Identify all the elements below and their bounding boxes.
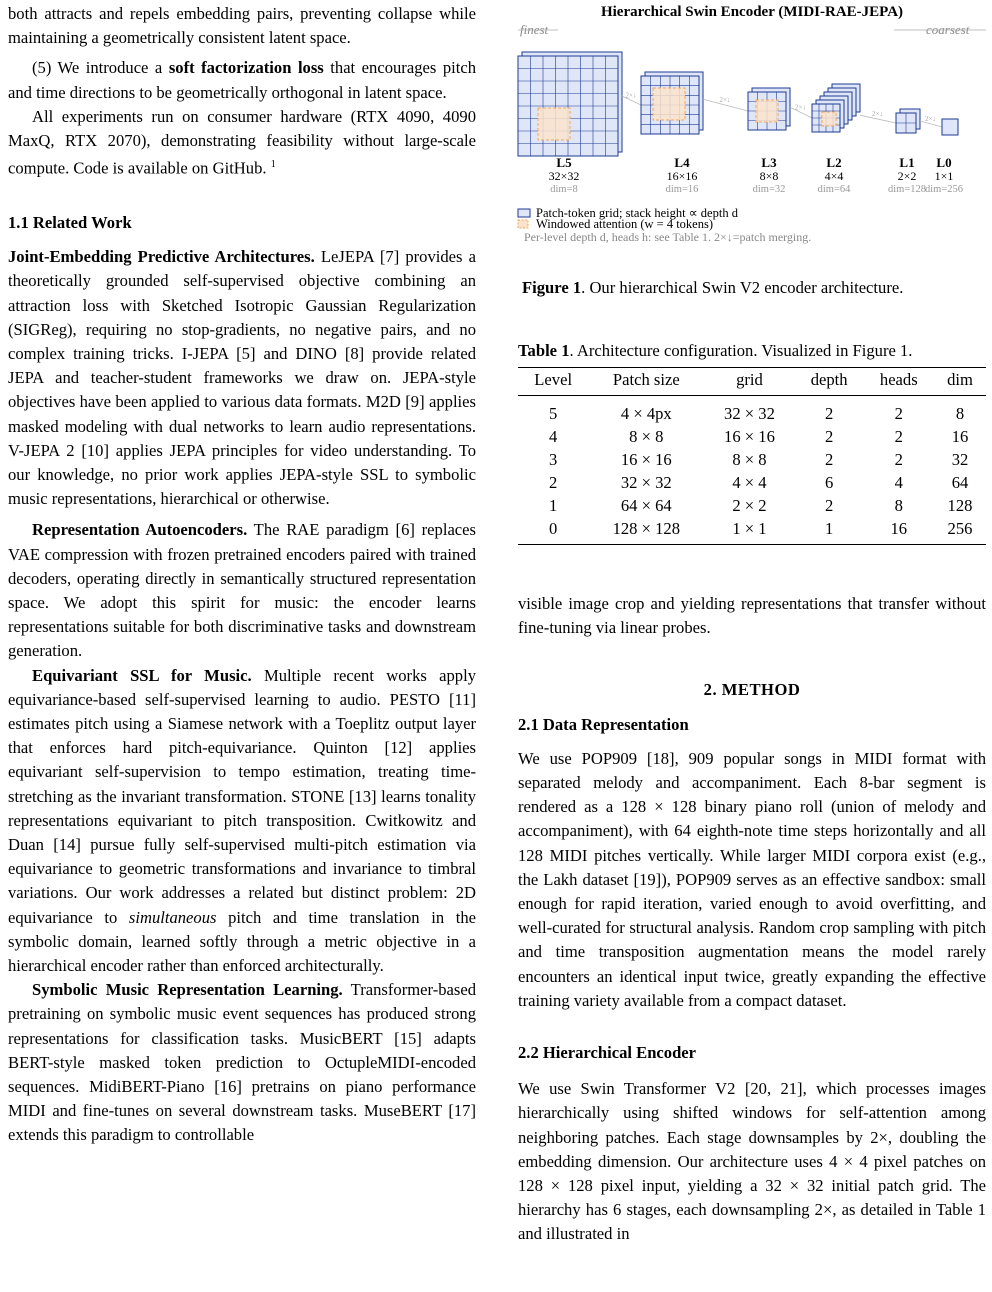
table-cell: 3 (549, 450, 558, 470)
equivariant-run-in: Equivariant SSL for Music. (32, 665, 252, 685)
table-cell: 128 (947, 496, 973, 516)
table-row (518, 425, 986, 448)
merge-label: 2×↓ (925, 115, 936, 123)
table-row (518, 471, 986, 494)
table-cell: 2 (894, 450, 903, 470)
level-stack-l3 (748, 88, 790, 130)
table-cell: 1 (549, 496, 558, 516)
legend-window-text: Windowed attention (w = 4 tokens) (536, 217, 713, 231)
table-cell: 8 (955, 404, 965, 424)
rae-paragraph: Representation Autoencoders. The RAE paradigm [6] replaces VAE compression with frozen pretrained encoders paired with trained decoders, operating directly in semantically structured representation space. We adopt this spirit for music: the encoder learns representations suitable for both discriminative tasks and downstream generation. (8, 520, 476, 661)
table-block (518, 339, 988, 545)
level-dim: dim=8 (550, 184, 578, 195)
level-stack-l0 (942, 119, 958, 135)
table-cell: 32 × 32 (620, 473, 672, 493)
table-cell: 64 (951, 473, 969, 493)
table-header: Patch size (588, 368, 704, 396)
level-name: L5 (556, 155, 572, 170)
level-dim: dim=16 (665, 184, 699, 195)
table-cell: 2 (549, 473, 558, 493)
table-header-row (518, 368, 986, 396)
legend-grid-text: Patch-token grid; stack height ∝ depth d (536, 206, 738, 220)
table-cell: 32 (951, 450, 969, 470)
merge-label: 2×↓ (795, 103, 806, 112)
jepa-paragraph: Joint-Embedding Predictive Architectures. LeJEPA [7] provides a theoretically grounded self-supervised objective combining an attraction loss with Sketched Isotropic Gaussian Regularization (SIGReg), requiring no stop-gradients, no negative pairs, and no complex training tricks. I-JEPA [5] and DINO [8] provide related JEPA and teacher-student frameworks we draw on. JEPA-style objectives have been applied to various data formats. M2D [9] applies masked modeling with dual networks to learn audio representations. V-JEPA 2 [10] applies JEPA principles for video understanding. To our knowledge, no prior work applies JEPA-style SSL to symbolic music representations, hierarchical or otherwise. (8, 247, 476, 509)
encoder-diagram (514, 0, 990, 250)
table-cell: 8 × 8 (732, 450, 767, 470)
intro-paragraph-1: both attracts and repels embedding pairs, preventing collapse while maintaining a geometrically consistent latent space. (8, 4, 476, 48)
data-representation-heading: 2.1 Data Representation (518, 714, 689, 734)
data-representation-paragraph: We use POP909 [18], 909 popular songs in MIDI format with separated melody and accompaniment. Each 8-bar segment is rendered as a 128 × 128 binary piano roll (union of melody and accompaniment), with 64 eighth-note time steps horizontally and all 128 MIDI pitches vertically. While larger MIDI corpora exist (e.g., the Lakh dataset [19]), POP909 serves as an effective sandbox: small enough for rapid iteration, varied enough to avoid overfitting, and well-curated for structural analysis. Random crop sampling with pitch and time transposition augmentation means the model rarely encounters an identical input twice, greatly expanding the effective training variety available from a compact dataset. (518, 748, 986, 1010)
legend-window-swatch (518, 220, 528, 228)
finest-label: finest (520, 22, 549, 37)
left-column (8, 0, 476, 1148)
level-stack-l5 (518, 52, 622, 156)
table-caption: Table 1. Architecture configuration. Visualized in Figure 1. (518, 341, 913, 360)
table-header: depth (795, 368, 864, 396)
symbolic-run-in: Symbolic Music Representation Learning. (32, 980, 343, 1000)
table-cell: 1 (795, 517, 864, 545)
table-cell: 1 × 1 (704, 517, 794, 545)
merge-label: 2×↓ (872, 110, 883, 119)
architecture-table (518, 367, 986, 545)
table-cell: 2 (824, 496, 834, 516)
coarsest-label: coarsest (926, 22, 970, 37)
level-grid: 16×16 (666, 169, 698, 183)
level-stack-l1 (896, 109, 920, 133)
continuation-paragraph: visible image crop and yielding representations that transfer without fine-tuning via linear probes. (518, 594, 986, 638)
table-cell: 2 (894, 427, 903, 447)
table-header: Level (518, 368, 588, 396)
architecture-figure (514, 0, 990, 250)
table-cell: 2 (824, 450, 834, 470)
merge-label: 2×↓ (625, 91, 637, 100)
intro-paragraph-2: (5) We introduce a soft factorization loss that encourages pitch and time directions to be geometrically orthogonal in latent space. (8, 58, 476, 102)
symbolic-paragraph: Symbolic Music Representation Learning. Transformer-based pretraining on symbolic music event sequences has produced strong representations for classification tasks. MusicBERT [15] adapts BERT-style masked token prediction to OctupleMIDI-encoded sequences. MidiBERT-Piano [16] pretrains on piano performance MIDI and fine-tunes on several downstream tasks. MuseBERT [17] extends this paradigm to controllable (8, 980, 476, 1145)
level-grid: 32×32 (548, 169, 580, 183)
level-grid: 2×2 (897, 169, 917, 183)
merge-label: 2×↓ (719, 96, 731, 105)
table-cell: 4 × 4px (620, 404, 672, 424)
table-row (518, 448, 986, 471)
level-name: L1 (899, 155, 915, 170)
table-cell: 16 (951, 427, 969, 447)
legend-note-text: Per-level depth d, heads h: see Table 1. 2×↓=patch merging. (524, 230, 812, 244)
table-cell: 2 (824, 427, 834, 447)
table-row (518, 396, 986, 426)
hierarchical-encoder-heading: 2.2 Hierarchical Encoder (518, 1043, 697, 1063)
level-dim: dim=256 (924, 184, 964, 195)
table-cell: 2 × 2 (732, 496, 767, 516)
table-cell: 2 (894, 404, 903, 424)
level-dim: dim=32 (752, 184, 786, 195)
table-cell: 256 (934, 517, 986, 545)
level-dim: dim=64 (817, 184, 851, 195)
table-cell: 4 (549, 427, 558, 447)
jepa-run-in: Joint-Embedding Predictive Architectures. (8, 247, 315, 267)
table-cell: 4 (894, 473, 903, 493)
right-text-block (518, 592, 986, 1247)
table-cell: 8 × 8 (629, 427, 664, 447)
intro-paragraph-3: All experiments run on consumer hardware (RTX 4090, 4090 MaxQ, RTX 2070), demonstrating feasibility without large-scale compute. Code is available on GitHub. $^1$ (8, 106, 476, 178)
table-cell: 5 (549, 404, 558, 424)
hierarchical-encoder-paragraph: We use Swin Transformer V2 [20, 21], which processes images hierarchically using shifted windows for self-attention among neighboring patches. Each stage downsamples by 2×, doubling the embedding dimension. Our architecture uses 4 × 4 pixel patches on 128 × 128 pixel input, yielding a 32 × 32 initial patch grid. The hierarchy has 6 stages, each downsampling 2×, as detailed in Table 1 and illustrated in (518, 1079, 986, 1244)
table-cell: 2 (824, 404, 834, 424)
attention-window (756, 100, 778, 122)
figure-title: Hierarchical Swin Encoder (MIDI-RAE-JEPA) (600, 4, 904, 20)
table-cell: 128 × 128 (588, 517, 704, 545)
table-cell: 64 × 64 (620, 496, 672, 516)
legend-grid-swatch (518, 209, 530, 217)
level-name: L0 (936, 155, 952, 170)
related-work-heading: 1.1 Related Work (8, 212, 132, 232)
level-name: L2 (826, 155, 842, 170)
table-cell: 16 × 16 (620, 450, 672, 470)
footnote-marker: 1 (270, 159, 276, 171)
table-cell: 4 × 4 (732, 473, 767, 493)
level-stack-l2 (812, 84, 860, 132)
table-cell: 0 (518, 517, 588, 545)
soft-factorization-term: soft factorization loss (168, 58, 324, 78)
level-stack-l4 (641, 72, 703, 134)
table-cell: 8 (894, 496, 903, 516)
table-row (518, 494, 986, 517)
table-header: grid (704, 368, 794, 396)
table-cell: 16 (864, 517, 934, 545)
level-grid: 1×1 (934, 169, 954, 183)
level-name: L4 (674, 155, 690, 170)
figure-caption: Figure 1. Our hierarchical Swin V2 encoder architecture. (522, 278, 904, 297)
attention-window (538, 108, 570, 140)
level-name: L3 (761, 155, 777, 170)
equivariant-paragraph: Equivariant SSL for Music. Multiple recent works apply equivariance-based self-supervised learning to audio. PESTO [11] estimates pitch using a Siamese network with a Toeplitz output layer that enforces hard pitch-equivariance. Quinton [12] applies equivariant self-supervision to tempo estimation, treating time-stretching as the invariant transformation. STONE [13] learns tonality representations equivariant to pitch transposition. Cwitkowitz and Duan [14] pursue fully self-supervised multi-pitch estimation via equivariance to geometric transformations and invariance to timbral variations. Our work addresses a related but distinct problem: 2D equivariance to simultaneous pitch and time translation in the symbolic domain, learned softly through a metric objective in a hierarchical encoder rather than enforced architecturally. (8, 665, 476, 976)
rae-run-in: Representation Autoencoders. (32, 520, 248, 540)
attention-window (653, 88, 685, 120)
table-cell: 32 × 32 (724, 404, 775, 424)
table-cell: 6 (824, 473, 834, 493)
patch-layer (942, 119, 958, 135)
level-grid: 8×8 (759, 169, 779, 183)
table-row (518, 517, 986, 545)
attention-window (822, 112, 836, 126)
method-heading: 2. METHOD (703, 680, 801, 700)
level-dim: dim=128 (887, 184, 927, 195)
table-header: heads (864, 368, 934, 396)
table-header: dim (934, 368, 986, 396)
level-grid: 4×4 (824, 169, 844, 183)
table-cell: 16 × 16 (724, 427, 775, 447)
